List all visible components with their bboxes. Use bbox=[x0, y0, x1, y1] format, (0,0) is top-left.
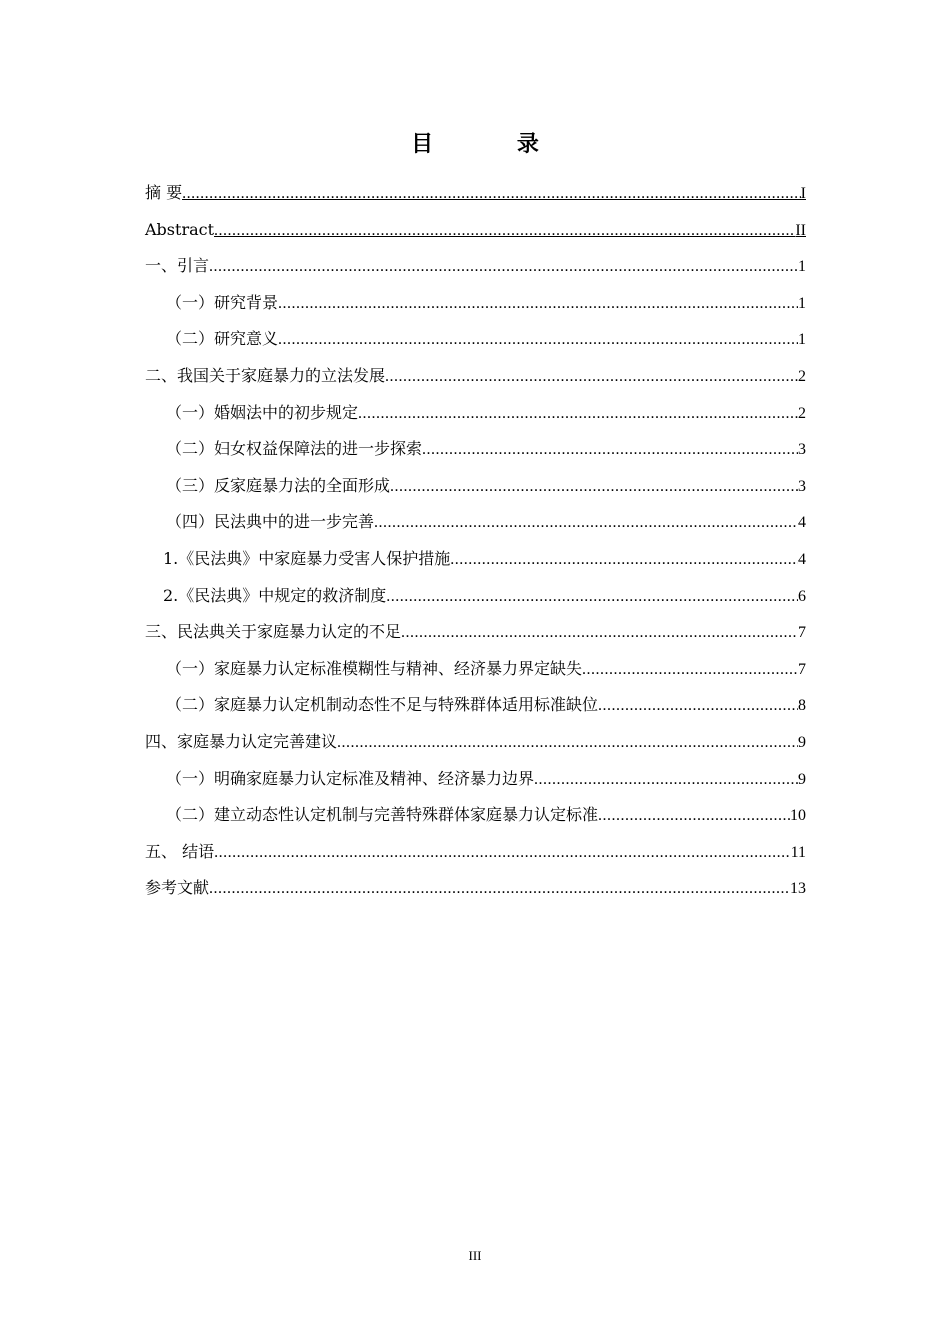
toc-entry-label: 参考文献 bbox=[145, 878, 210, 898]
toc-dot-leader bbox=[214, 840, 791, 866]
toc-entry[interactable] bbox=[145, 692, 806, 729]
table-of-contents bbox=[145, 180, 806, 912]
toc-dot-leader bbox=[582, 657, 798, 683]
toc-entry-label: （一）家庭暴力认定标准模糊性与精神、经济暴力界定缺失 bbox=[166, 658, 583, 678]
toc-dot-leader bbox=[598, 803, 790, 829]
toc-entry-label: （四）民法典中的进一步完善 bbox=[166, 512, 375, 532]
toc-entry-page-number: 7 bbox=[798, 660, 806, 678]
toc-dot-leader bbox=[390, 474, 798, 500]
toc-entry[interactable] bbox=[145, 326, 806, 363]
toc-dot-leader bbox=[385, 364, 798, 390]
toc-entry-page-number: 1 bbox=[798, 294, 806, 312]
toc-entry[interactable] bbox=[145, 253, 806, 290]
toc-dot-leader bbox=[278, 291, 798, 317]
toc-entry-page-number: 10 bbox=[790, 807, 806, 825]
toc-entry-page-number: 2 bbox=[798, 367, 806, 385]
toc-entry[interactable] bbox=[145, 363, 806, 400]
toc-entry-page-number: 11 bbox=[790, 843, 806, 861]
toc-entry[interactable] bbox=[145, 766, 806, 803]
toc-entry[interactable] bbox=[145, 619, 806, 656]
toc-dot-leader bbox=[214, 218, 795, 244]
toc-entry-page-number: 1 bbox=[798, 331, 806, 349]
page-title: 目 录 bbox=[411, 132, 577, 157]
toc-entry-page-number: I bbox=[800, 185, 806, 202]
toc-entry[interactable] bbox=[145, 802, 806, 839]
toc-entry-page-number: 13 bbox=[790, 880, 806, 898]
toc-entry[interactable] bbox=[145, 290, 806, 327]
toc-dot-leader bbox=[374, 510, 798, 536]
toc-entry[interactable] bbox=[145, 509, 806, 546]
toc-dot-leader bbox=[386, 584, 798, 610]
toc-entry-page-number: II bbox=[795, 221, 806, 239]
toc-entry-label: 一、引言 bbox=[145, 256, 210, 276]
toc-entry-label: （二）妇女权益保障法的进一步探索 bbox=[166, 439, 423, 459]
toc-entry-page-number: 3 bbox=[798, 441, 806, 459]
toc-entry-label: Abstract bbox=[145, 219, 215, 239]
footer-page-number: III bbox=[468, 1248, 482, 1263]
toc-entry-page-number: 7 bbox=[798, 624, 806, 642]
toc-entry[interactable] bbox=[145, 875, 806, 912]
toc-dot-leader bbox=[450, 547, 798, 573]
toc-entry-label: 二、我国关于家庭暴力的立法发展 bbox=[145, 365, 386, 385]
toc-entry-label: （一）明确家庭暴力认定标准及精神、经济暴力边界 bbox=[166, 768, 535, 788]
toc-entry-page-number: 1 bbox=[798, 258, 806, 276]
toc-dot-leader bbox=[337, 730, 798, 756]
toc-dot-leader bbox=[422, 437, 798, 463]
toc-entry[interactable] bbox=[145, 729, 806, 766]
toc-dot-leader bbox=[278, 327, 798, 353]
toc-entry-label: （一）研究背景 bbox=[166, 292, 279, 312]
toc-entry-label: （二）建立动态性认定机制与完善特殊群体家庭暴力认定标准 bbox=[166, 805, 599, 825]
toc-entry-page-number: 9 bbox=[798, 733, 806, 751]
toc-dot-leader bbox=[209, 254, 798, 280]
toc-entry-label: 1.《民法典》中家庭暴力受害人保护措施 bbox=[163, 548, 451, 568]
toc-entry-label: （三）反家庭暴力法的全面形成 bbox=[166, 475, 391, 495]
toc-entry[interactable] bbox=[145, 400, 806, 437]
toc-entry-label: 摘 要 bbox=[145, 183, 183, 202]
toc-entry-page-number: 2 bbox=[798, 404, 806, 422]
toc-entry-label: 2.《民法典》中规定的救济制度 bbox=[163, 585, 387, 605]
toc-entry-page-number: 4 bbox=[798, 550, 806, 568]
toc-dot-leader bbox=[598, 693, 798, 719]
toc-entry[interactable] bbox=[145, 436, 806, 473]
toc-dot-leader bbox=[182, 181, 801, 207]
toc-entry[interactable] bbox=[145, 583, 806, 620]
toc-entry[interactable] bbox=[145, 656, 806, 693]
toc-dot-leader bbox=[358, 401, 798, 427]
toc-entry-label: （二）家庭暴力认定机制动态性不足与特殊群体适用标准缺位 bbox=[166, 695, 599, 715]
toc-entry-page-number: 4 bbox=[798, 514, 806, 532]
toc-entry-label: （二）研究意义 bbox=[166, 329, 279, 349]
toc-entry[interactable] bbox=[145, 217, 806, 254]
toc-dot-leader bbox=[534, 767, 798, 793]
toc-entry-page-number: 3 bbox=[798, 477, 806, 495]
toc-dot-leader bbox=[401, 620, 798, 646]
toc-entry-label: 五、 结语 bbox=[145, 841, 215, 861]
toc-entry-label: 三、民法典关于家庭暴力认定的不足 bbox=[145, 622, 402, 642]
toc-dot-leader bbox=[209, 876, 790, 902]
toc-entry-label: 四、家庭暴力认定完善建议 bbox=[145, 731, 338, 751]
toc-entry[interactable] bbox=[145, 473, 806, 510]
toc-entry[interactable] bbox=[145, 546, 806, 583]
toc-entry[interactable] bbox=[145, 839, 806, 876]
toc-entry-label: （一）婚姻法中的初步规定 bbox=[166, 402, 359, 422]
toc-entry[interactable] bbox=[145, 180, 806, 217]
toc-entry-page-number: 9 bbox=[798, 770, 806, 788]
toc-entry-page-number: 8 bbox=[798, 697, 806, 715]
toc-entry-page-number: 6 bbox=[798, 587, 806, 605]
